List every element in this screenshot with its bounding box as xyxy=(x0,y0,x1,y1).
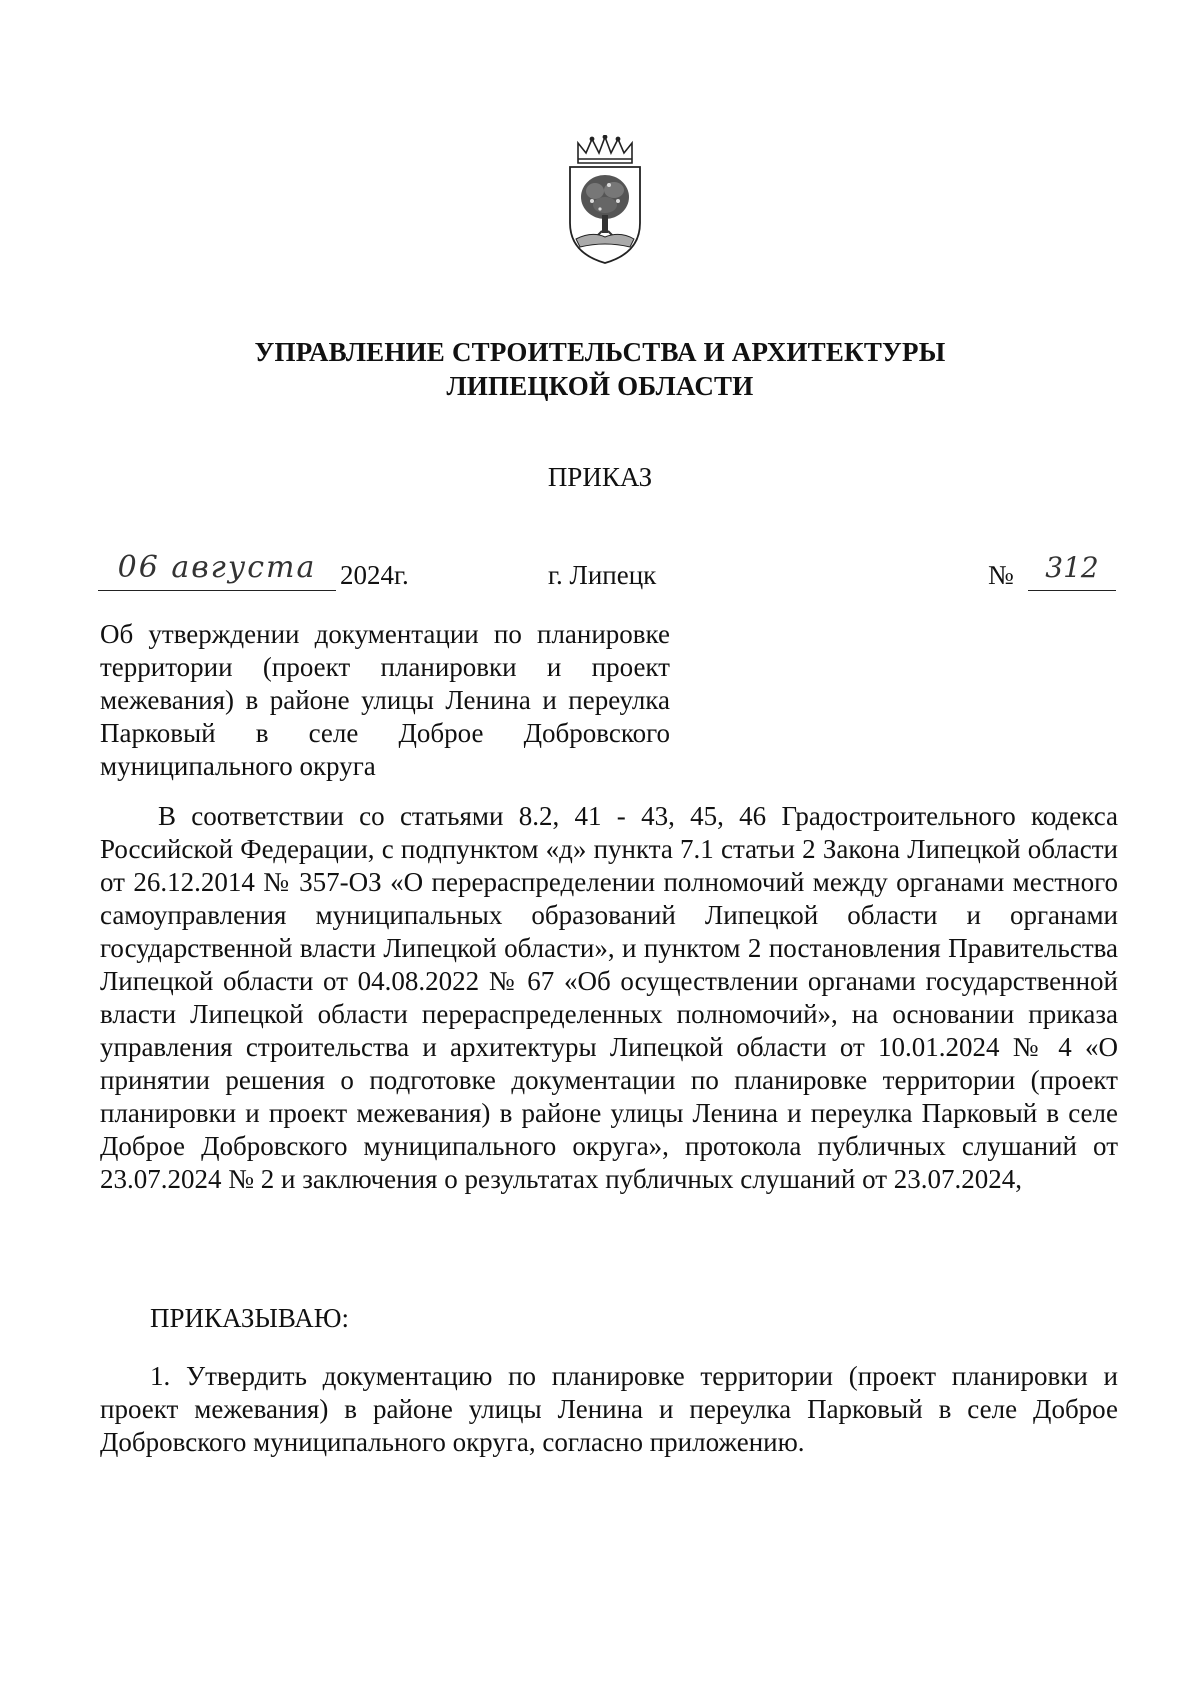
order-directive-word: ПРИКАЗЫВАЮ: xyxy=(150,1303,349,1333)
organization-header xyxy=(100,335,1100,403)
coat-of-arms-emblem xyxy=(562,135,648,267)
order-item-1: 1. Утвердить документацию по планировке территории (проект планировки и проект межевания) в районе улицы Ленина и переулка Парковый в селе Доброе Добровского муниципального округа, согласно приложению. xyxy=(100,1361,1118,1457)
city-name: г. Липецк xyxy=(548,560,657,590)
organization-name-line2: ЛИПЕЦКОЙ ОБЛАСТИ xyxy=(446,371,754,401)
preamble-paragraph: В соответствии со статьями 8.2, 41 - 43, 45, 46 Градостроительного кодекса Российской Федерации, с подпунктом «д» пункта 7.1 статьи 2 Закона Липецкой области от 26.12.2014 № 357-ОЗ «О перераспределении полномочий между органами местного самоуправления муниципальных образований Липецкой области и органами государственной власти Липецкой области», и пунктом 2 постановления Правительства Липецкой области от 04.08.2022 № 67 «Об осуществлении органами государственной власти Липецкой области перераспределенных полномочий», на основании приказа управления строительства и архитектуры Липецкой области от 10.01.2024 № 4 «О принятии решения о подготовке документации по планировке территории (проект планировки и проект межевания) в районе улицы Ленина и переулка Парковый в селе Доброе Добровского муниципального округа», протокола публичных слушаний от 23.07.2024 № 2 и заключения о результатах публичных слушаний от 23.07.2024, xyxy=(100,801,1118,1194)
number-label: № xyxy=(988,560,1014,590)
handwritten-number: 312 xyxy=(1028,550,1116,591)
document-type-title: ПРИКАЗ xyxy=(547,462,653,492)
crown-icon xyxy=(578,135,632,163)
handwritten-date: 06 августа xyxy=(98,550,336,591)
date-year: 2024г. xyxy=(340,560,409,590)
document-meta-row xyxy=(98,550,1118,600)
organization-name-line1: УПРАВЛЕНИЕ СТРОИТЕЛЬСТВА И АРХИТЕКТУРЫ xyxy=(254,337,946,367)
document-subject: Об утверждении документации по планировке территории (проект планировки и проект межевания) в районе улицы Ленина и переулка Парковый в селе Доброе Добровского муниципального округа xyxy=(100,619,670,781)
